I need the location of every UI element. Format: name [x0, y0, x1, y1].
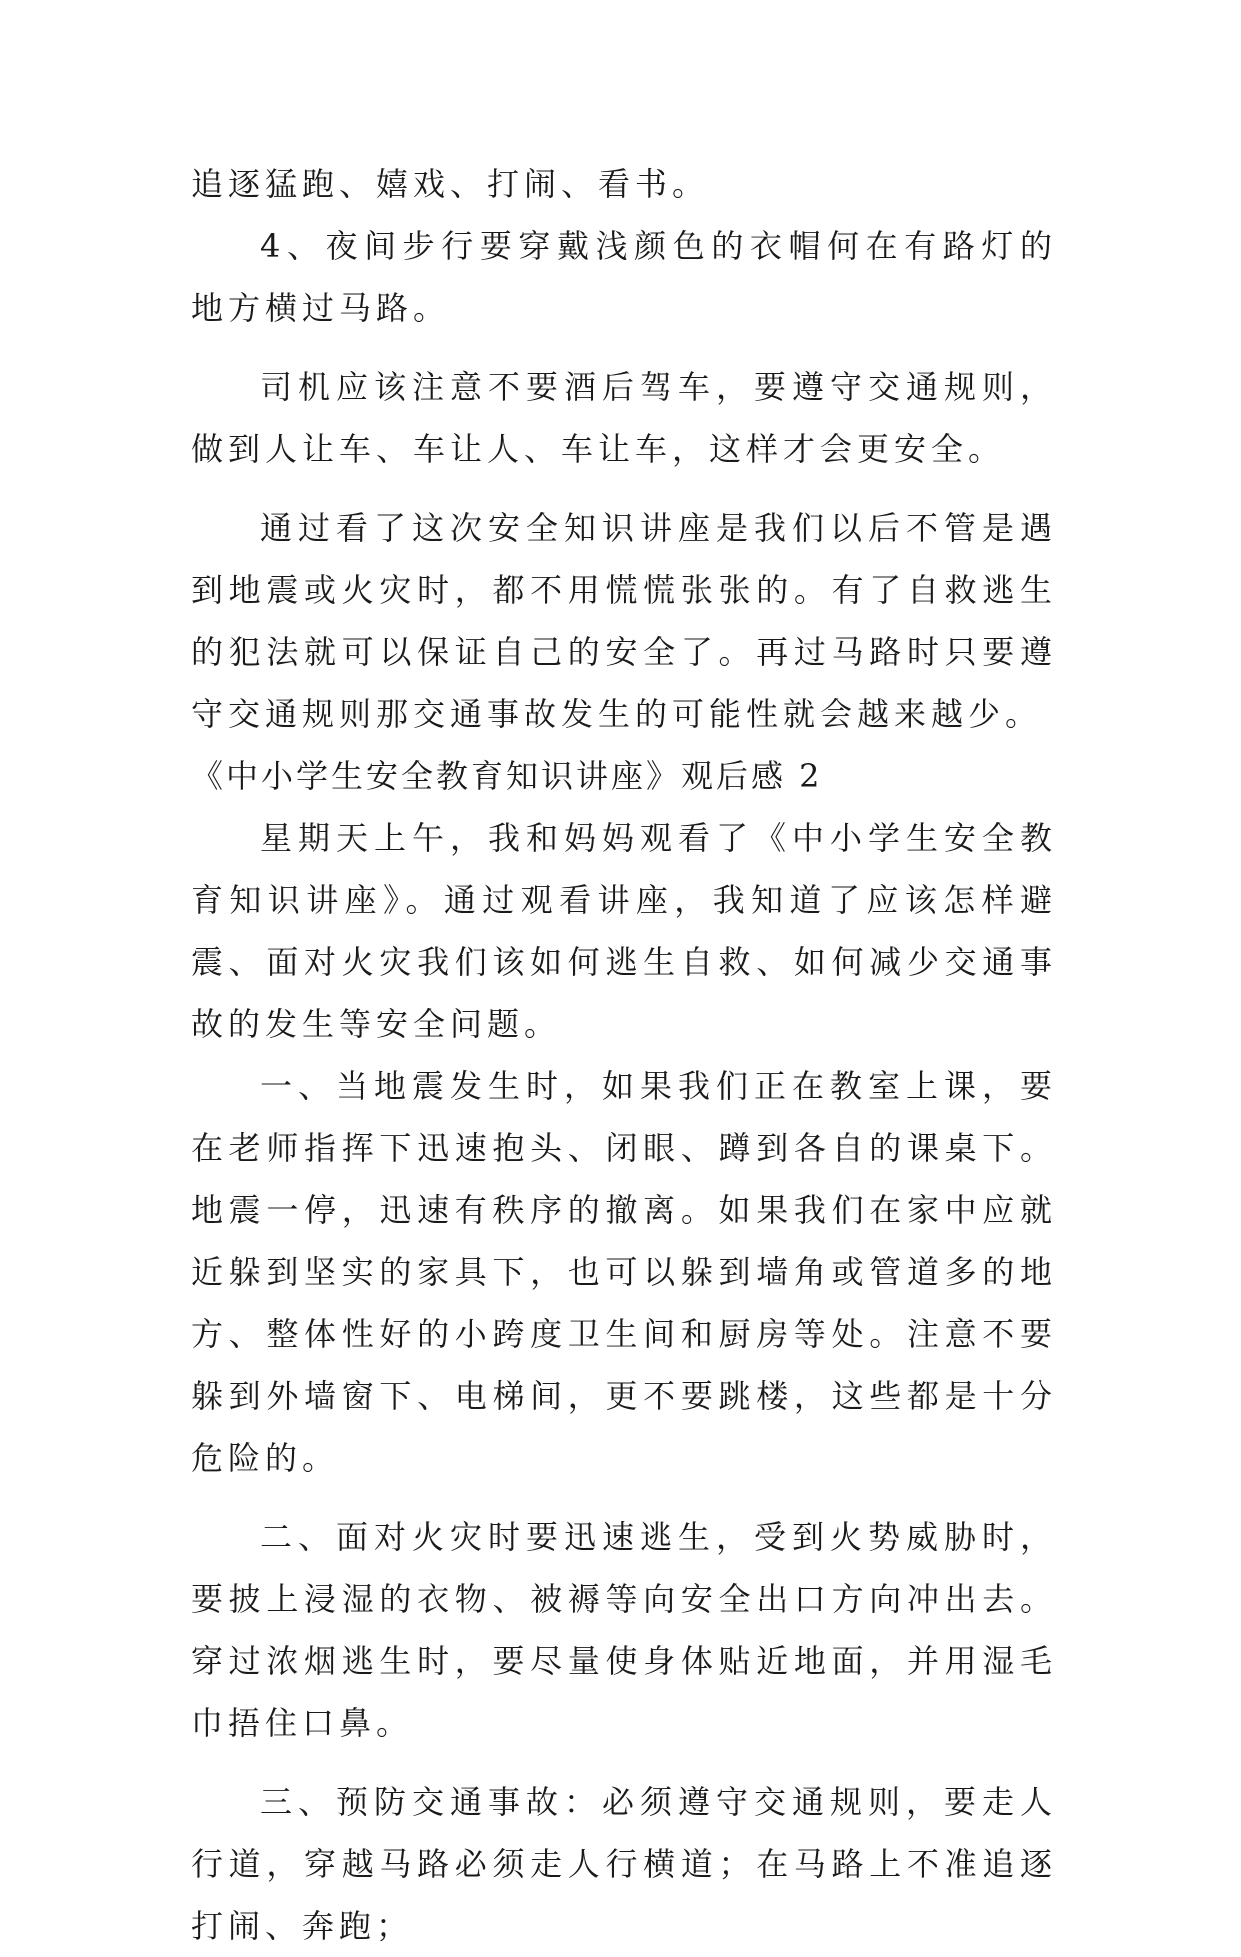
document-page — [191, 153, 1057, 1957]
paragraph-1: 追逐猛跑、嬉戏、打闹、看书。 — [191, 165, 710, 203]
paragraph-2: 4、夜间步行要穿戴浅颜色的衣帽何在有路灯的地方横过马路。 — [191, 227, 1057, 327]
paragraph-7: 二、面对火灾时要迅速逃生，受到火势威胁时，要披上浸湿的衣物、被褥等向安全出口方向冲出去。穿过浓烟逃生时，要尽量使身体贴近地面，并用湿毛巾捂住口鼻。 — [191, 1518, 1057, 1742]
paragraph-3: 司机应该注意不要酒后驾车，要遵守交通规则，做到人让车、车让人、车让车，这样才会更安全。 — [191, 368, 1057, 468]
paragraph-6: 一、当地震发生时，如果我们正在教室上课，要在老师指挥下迅速抱头、闭眼、蹲到各自的课桌下。地震一停，迅速有秩序的撤离。如果我们在家中应就近躲到坚实的家具下，也可以躲到墙角或管道多的地方、整体性好的小跨度卫生间和厨房等处。注意不要躲到外墙窗下、电梯间，更不要跳楼，这些都是十分危险的。 — [191, 1067, 1057, 1477]
paragraph-5: 星期天上午，我和妈妈观看了《中小学生安全教育知识讲座》。通过观看讲座，我知道了应该怎样避震、面对火灾我们该如何逃生自救、如何减少交通事故的发生等安全问题。 — [191, 819, 1057, 1043]
section-heading: 《中小学生安全教育知识讲座》观后感 2 — [191, 757, 823, 795]
paragraph-8: 三、预防交通事故：必须遵守交通规则，要走人行道，穿越马路必须走人行横道；在马路上不准追逐打闹、奔跑； — [191, 1783, 1057, 1945]
paragraph-4: 通过看了这次安全知识讲座是我们以后不管是遇到地震或火灾时，都不用慌慌张张的。有了自救逃生的犯法就可以保证自己的安全了。再过马路时只要遵守交通规则那交通事故发生的可能性就会越来越少。 — [191, 509, 1057, 733]
